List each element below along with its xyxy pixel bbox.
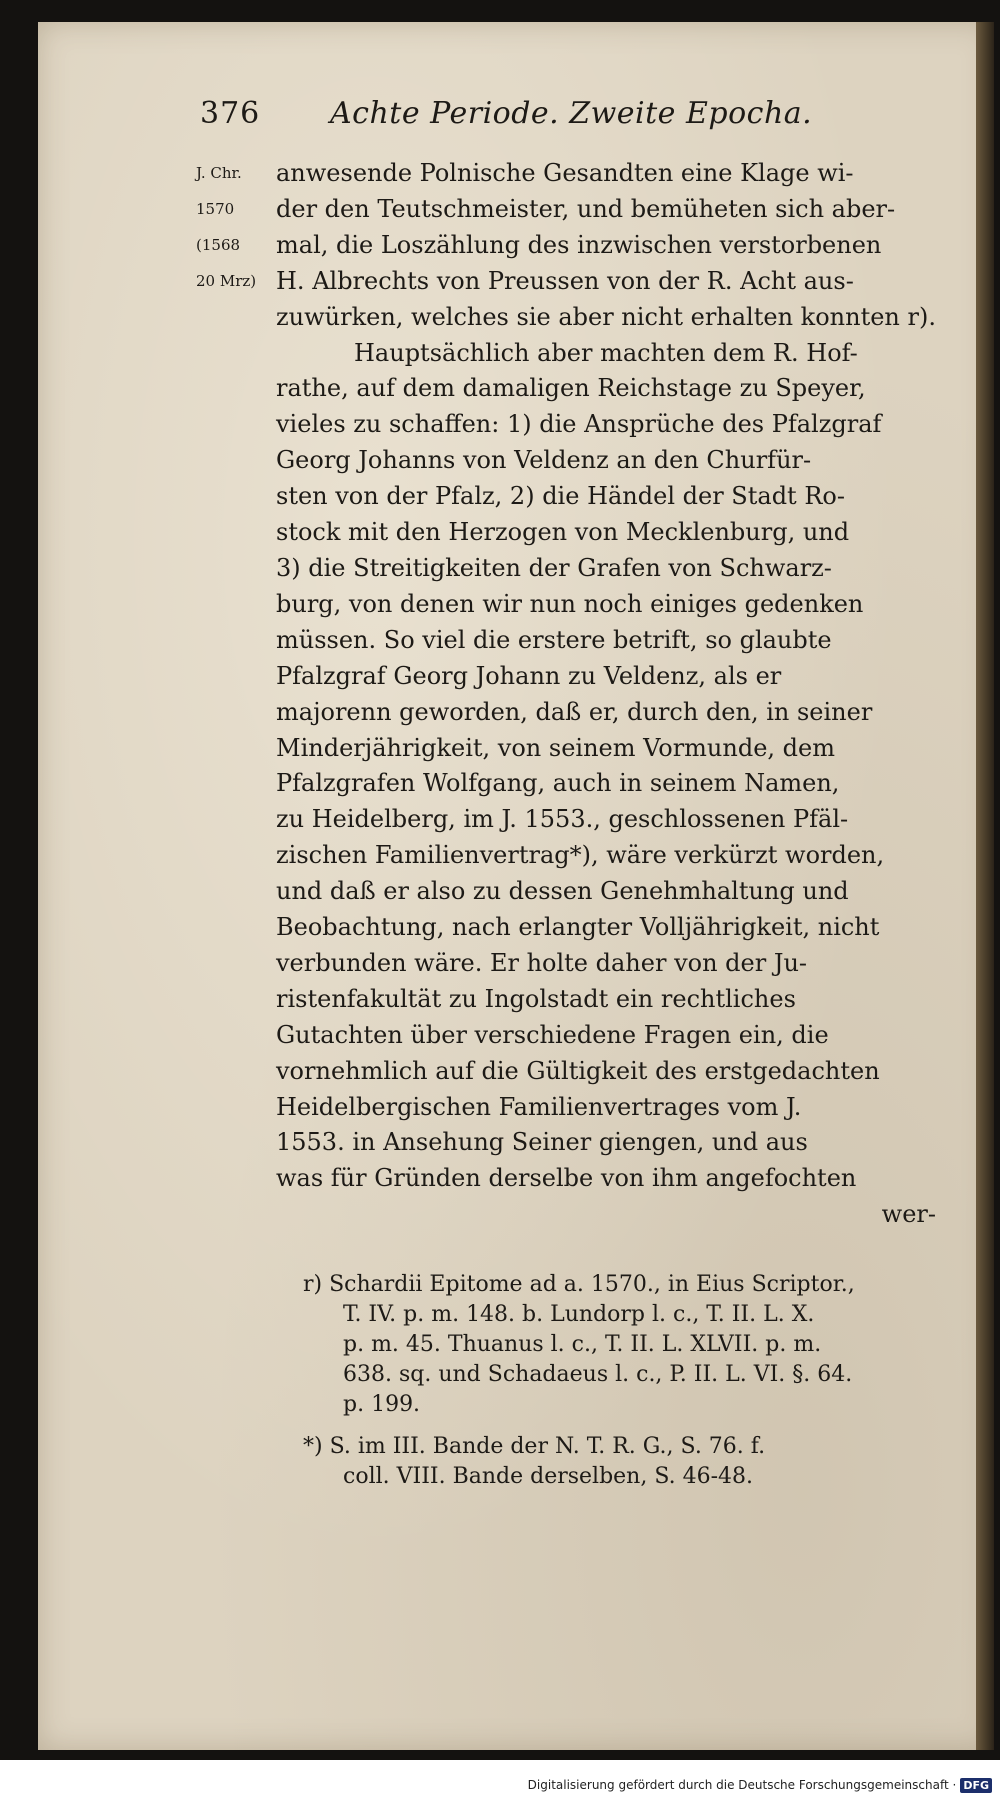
text-line: zischen Familienvertrag*), wäre verkürzt worden, xyxy=(276,841,885,870)
text-line: H. Albrechts von Preussen von der R. Acht aus- xyxy=(276,266,854,295)
text-line: anwesende Polnische Gesandten eine Klage wi- xyxy=(276,159,854,187)
text-line: vieles zu schaffen: 1) die Ansprüche des Pfalzgraf xyxy=(276,410,882,439)
text-line: müssen. So viel die erstere betrift, so glaubte xyxy=(276,625,832,654)
text-line: rathe, auf dem damaligen Reichstage zu Speyer, xyxy=(276,374,866,403)
text-line: Gutachten über verschiedene Fragen ein, die xyxy=(276,1020,829,1049)
text-line: Minderjährigkeit, von seinem Vormunde, dem xyxy=(276,733,835,762)
footnote-line: p. m. 45. Thuanus l. c., T. II. L. XLVII. p. m. xyxy=(343,1332,822,1357)
text-line: Heidelbergischen Familienvertrages vom J. xyxy=(276,1092,802,1121)
text-line: zuwürken, welches sie aber nicht erhalten konnten r). xyxy=(276,302,936,331)
text-line: sten von der Pfalz, 2) die Händel der Stadt Ro- xyxy=(276,482,845,511)
text-line: der den Teutschmeister, und bemüheten sich aber- xyxy=(276,194,896,223)
credit-text: Digitalisierung gefördert durch die Deutsche Forschungsgemeinschaft · xyxy=(527,1778,957,1792)
footnote-line: *) S. im III. Bande der N. T. R. G., S. 76. f. xyxy=(303,1434,766,1459)
text-line: verbunden wäre. Er holte daher von der Ju- xyxy=(276,948,808,977)
text-line: was für Gründen derselbe von ihm angefochten xyxy=(276,1164,857,1193)
footnote-line: 638. sq. und Schadaeus l. c., P. II. L. VI. §. 64. xyxy=(343,1362,853,1387)
text-line: Beobachtung, nach erlangter Volljährigkeit, nicht xyxy=(276,913,880,942)
text-line: vornehmlich auf die Gültigkeit des erstgedachten xyxy=(276,1056,880,1085)
footnote-line: r) Schardii Epitome ad a. 1570., in Eius Scriptor., xyxy=(303,1272,855,1297)
text-line: Pfalzgrafen Wolfgang, auch in seinem Namen, xyxy=(276,769,840,798)
margin-notes xyxy=(196,155,276,299)
digitization-credit xyxy=(528,1775,992,1795)
page-number: 376 xyxy=(200,96,261,131)
dfg-logo-icon: DFG xyxy=(960,1778,992,1793)
footnote-line: coll. VIII. Bande derselben, S. 46-48. xyxy=(343,1464,754,1489)
footnote-star xyxy=(303,1432,933,1492)
text-line: 3) die Streitigkeiten der Grafen von Schwarz- xyxy=(276,553,832,582)
text-line: zu Heidelberg, im J. 1553., geschlossenen Pfäl- xyxy=(276,805,849,834)
page-header xyxy=(200,96,920,140)
body-text xyxy=(276,156,936,1233)
footnotes xyxy=(303,1270,933,1504)
margin-note: (1568 xyxy=(196,236,241,254)
margin-note: 1570 xyxy=(196,200,235,218)
catchword: wer- xyxy=(881,1200,936,1229)
text-line: majorenn geworden, daß er, durch den, in seiner xyxy=(276,697,873,726)
text-line: burg, von denen wir nun noch einiges gedenken xyxy=(276,589,864,618)
running-title: Achte Periode. Zweite Epocha. xyxy=(330,96,813,131)
footnote-line: p. 199. xyxy=(343,1392,421,1417)
text-line: Hauptsächlich aber machten dem R. Hof- xyxy=(354,338,858,367)
margin-note: J. Chr. xyxy=(196,164,242,182)
text-line: Georg Johanns von Veldenz an den Churfür- xyxy=(276,446,812,475)
page-edge xyxy=(976,22,994,1750)
text-line: stock mit den Herzogen von Mecklenburg, und xyxy=(276,518,850,547)
footnote-r xyxy=(303,1270,933,1420)
text-line: ristenfakultät zu Ingolstadt ein rechtliches xyxy=(276,984,796,1013)
margin-note: 20 Mrz) xyxy=(196,272,257,290)
text-line: Pfalzgraf Georg Johann zu Veldenz, als er xyxy=(276,661,782,690)
text-line: und daß er also zu dessen Genehmhaltung und xyxy=(276,877,849,906)
footnote-line: T. IV. p. m. 148. b. Lundorp l. c., T. II. L. X. xyxy=(343,1302,815,1327)
text-line: mal, die Loszählung des inzwischen verstorbenen xyxy=(276,230,882,259)
text-line: 1553. in Ansehung Seiner giengen, und aus xyxy=(276,1128,808,1157)
